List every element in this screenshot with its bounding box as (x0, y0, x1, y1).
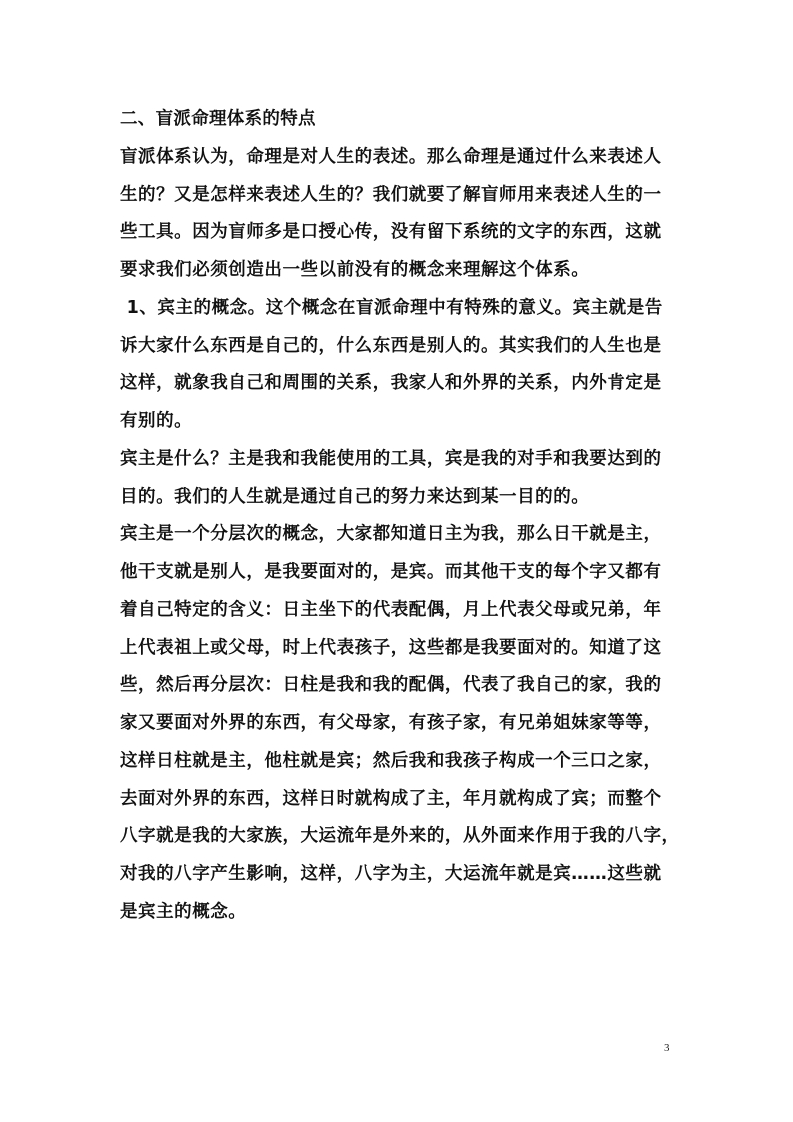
page-number: 3 (664, 1042, 670, 1054)
text-line: 这样日柱就是主，他柱就是宾；然后我和我孩子构成一个三口之家， (120, 750, 662, 771)
text-line: 要求我们必须创造出一些以前没有的概念来理解这个体系。 (120, 260, 590, 280)
text-line: 去面对外界的东西，这样日时就构成了主，年月就构成了宾；而整个 (120, 788, 662, 809)
text-line: 八字就是我的大家族，大运流年是外来的，从外面来作用于我的八字， (120, 826, 680, 847)
text-line: 生的？又是怎样来表述人生的？我们就要了解盲师用来表述人生的一 (120, 184, 662, 205)
text-line: 着自己特定的含义：日主坐下的代表配偶，月上代表父母或兄弟，年 (120, 599, 662, 620)
text-line: 些，然后再分层次：日柱是我和我的配偶，代表了我自己的家，我的 (120, 675, 662, 696)
text-line: 有别的。 (120, 411, 193, 431)
text-line: 诉大家什么东西是自己的，什么东西是别人的。其实我们的人生也是 (120, 335, 662, 356)
text-line: 上代表祖上或父母，时上代表孩子，这些都是我要面对的。知道了这 (120, 637, 662, 658)
text-line: 家又要面对外界的东西，有父母家，有孩子家，有兄弟姐妹家等等， (120, 713, 662, 733)
text-line: 宾主是一个分层次的概念，大家都知道日主为我，那么日干就是主， (120, 524, 662, 545)
text-line: 宾主是什么？主是我和我能使用的工具，宾是我的对手和我要达到的 (120, 448, 662, 469)
text-line: 对我的八字产生影响，这样，八字为主，大运流年就是宾……这些就 (120, 864, 662, 884)
text-line: 1、宾主的概念。这个概念在盲派命理中有特殊的意义。宾主就是告 (120, 297, 663, 318)
text-line: 这样，就象我自己和周围的关系，我家人和外界的关系，内外肯定是 (120, 373, 662, 394)
text-line: 些工具。因为盲师多是口授心传，没有留下系统的文字的东西，这就 (120, 222, 662, 243)
text-line: 盲派体系认为，命理是对人生的表述。那么命理是通过什么来表述人 (120, 146, 662, 167)
section-heading: 二、盲派命理体系的特点 (120, 109, 316, 129)
text-line: 是宾主的概念。 (120, 901, 247, 922)
text-line: 他干支就是别人，是我要面对的，是宾。而其他干支的每个字又都有 (120, 562, 662, 582)
body-text (120, 101, 680, 932)
text-line: 目的。我们的人生就是通过自己的努力来达到某一目的的。 (120, 486, 590, 507)
